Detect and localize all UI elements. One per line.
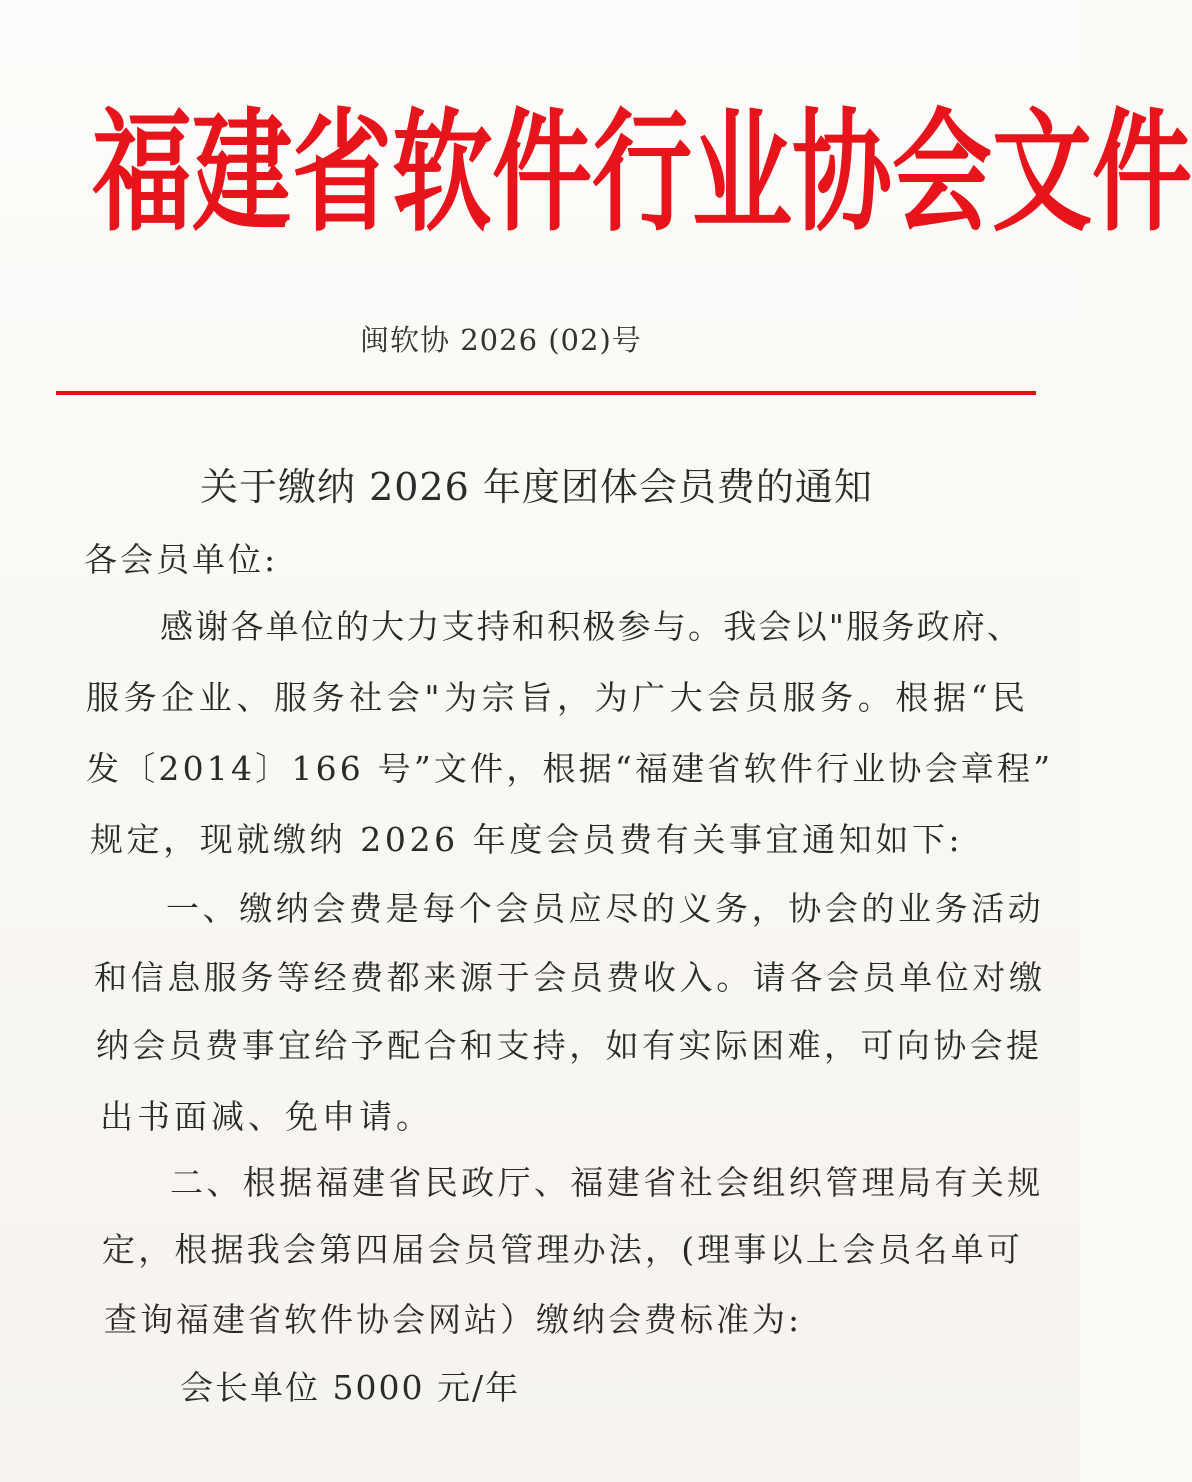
masthead-char: 文 xyxy=(992,94,1092,250)
masthead-char: 行 xyxy=(592,94,692,250)
masthead-char: 会 xyxy=(892,94,992,250)
masthead-char: 省 xyxy=(292,94,392,250)
body-line: 二、根据福建省民政厅、福建省社会组织管理局有关规 xyxy=(170,1163,1044,1202)
masthead-title xyxy=(92,94,1192,250)
body-line: 出书面减、免申请。 xyxy=(100,1097,433,1136)
body-line: 发〔2014〕166 号”文件，根据“福建省软件行业协会章程” xyxy=(86,749,1054,788)
red-divider-line xyxy=(56,391,1036,395)
body-line: 服务企业、服务社会"为宗旨，为广大会员服务。根据“民 xyxy=(86,678,1030,717)
body-line: 感谢各单位的大力支持和积极参与。我会以"服务政府、 xyxy=(160,607,1023,646)
masthead-char: 件 xyxy=(1092,94,1192,250)
salutation: 各会员单位: xyxy=(84,540,279,579)
body-line: 定，根据我会第四届会员管理办法，(理事以上会员名单可 xyxy=(102,1230,1024,1269)
masthead-char: 件 xyxy=(492,94,592,250)
notice-title: 关于缴纳 2026 年度团体会员费的通知 xyxy=(200,465,873,509)
masthead-char: 福 xyxy=(92,94,192,250)
body-line: 会长单位 5000 元/年 xyxy=(180,1368,521,1407)
body-line: 一、缴纳会费是每个会员应尽的义务，协会的业务活动 xyxy=(166,889,1045,928)
masthead-char: 软 xyxy=(392,94,492,250)
body-line: 查询福建省软件协会网站）缴纳会费标准为: xyxy=(104,1300,803,1339)
body-line: 纳会员费事宜给予配合和支持，如有实际困难，可向协会提 xyxy=(96,1026,1043,1065)
masthead-char: 业 xyxy=(692,94,792,250)
masthead-char: 建 xyxy=(192,94,292,250)
body-line: 规定，现就缴纳 2026 年度会员费有关事宜通知如下: xyxy=(90,820,964,859)
document-number: 闽软协 2026 (02)号 xyxy=(360,323,642,357)
body-line: 和信息服务等经费都来源于会员费收入。请各会员单位对缴 xyxy=(94,958,1046,997)
masthead-char: 协 xyxy=(792,94,892,250)
